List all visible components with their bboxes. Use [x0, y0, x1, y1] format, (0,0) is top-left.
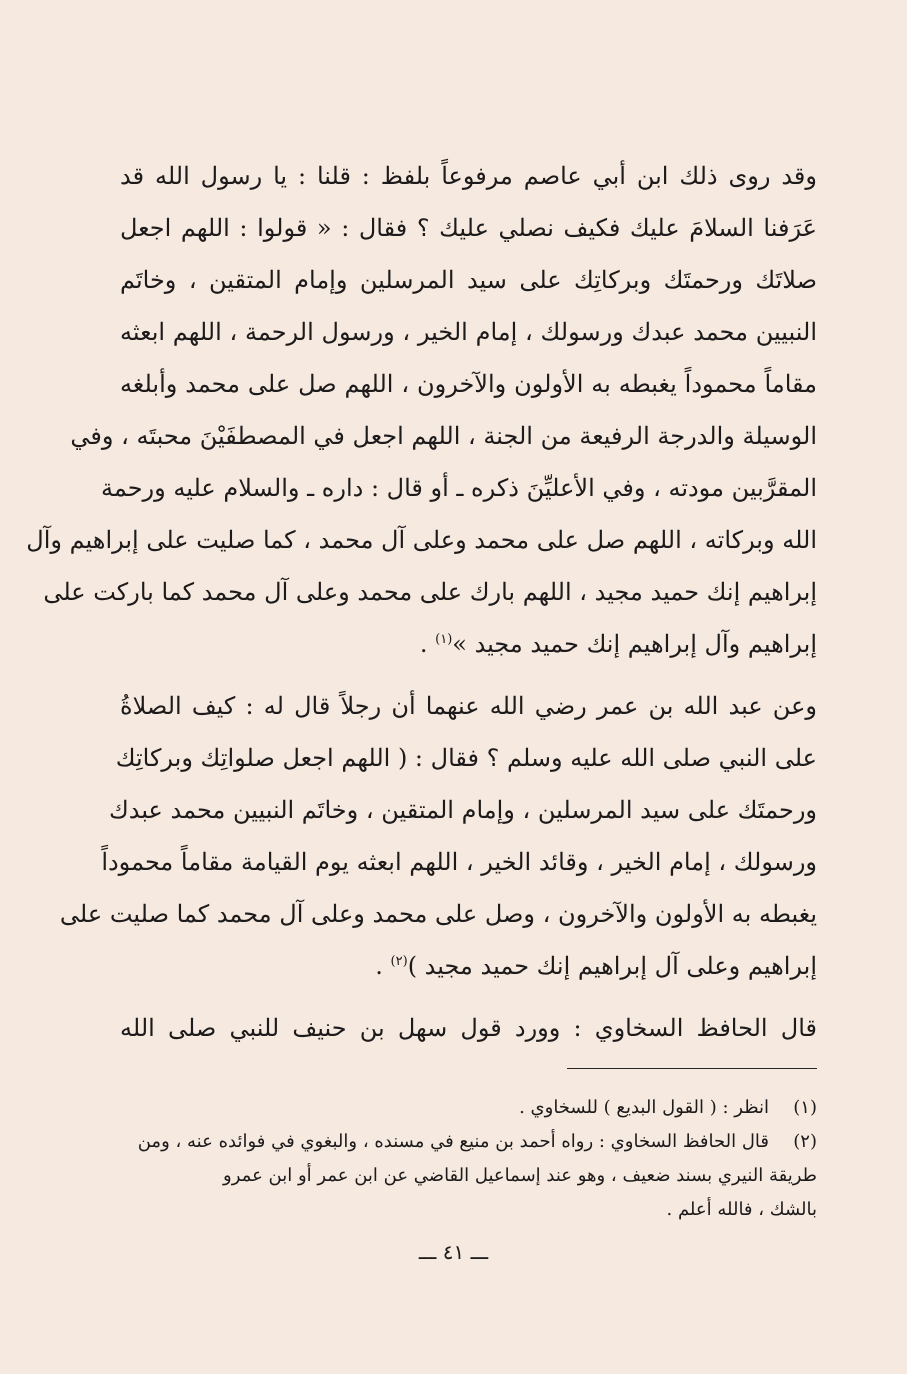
text-line: عَرَفنا السلامَ عليك فكيف نصلي عليك ؟ فقال : « قولوا : اللهم اجعل — [120, 214, 817, 242]
footnote-body — [120, 1091, 769, 1125]
footnote-1 — [120, 1091, 817, 1125]
text-fragment: . — [419, 630, 436, 658]
text-fragment: . — [375, 952, 391, 980]
text-line: ورسولك ، إمام الخير ، وقائد الخير ، اللهم ابعثه يوم القيامة مقاماً محموداً — [101, 848, 817, 876]
text-line: وقد روى ذلك ابن أبي عاصم مرفوعاً بلفظ : قلنا : يا رسول الله قد — [120, 162, 817, 190]
page-number: ـــ ٤١ ـــ — [418, 1240, 489, 1264]
paragraph-2 — [59, 680, 817, 992]
text-line: إبراهيم إنك حميد مجيد ، اللهم بارك على محمد وعلى آل محمد كما باركت على — [43, 578, 817, 606]
footnote-line: انظر : ( القول البديع ) للسخاوي . — [519, 1097, 769, 1118]
footnote-line: طريقة النيري بسند ضعيف ، وهو عند إسماعيل القاضي عن ابن عمر أو ابن عمرو — [223, 1165, 817, 1186]
text-line: مقاماً محموداً يغبطه به الأولون والآخرون ، اللهم صل على محمد وأبلغه — [120, 370, 817, 398]
paragraph-3 — [120, 1002, 817, 1054]
text-line: ورحمتَك على سيد المرسلين ، وإمام المتقين ، وخاتَم النبيين محمد عبدك — [108, 796, 817, 824]
footnote-number: (١) — [793, 1097, 817, 1118]
text-line: قال الحافظ السخاوي : وورد قول سهل بن حنيف للنبي صلى الله — [120, 1014, 817, 1042]
text-line: الله وبركاته ، اللهم صل على محمد وعلى آل محمد ، كما صليت على إبراهيم وآل — [26, 526, 817, 554]
footnote-2-continued — [120, 1159, 817, 1227]
text-fragment: إبراهيم وآل إبراهيم إنك حميد مجيد » — [452, 630, 817, 658]
text-line: يغبطه به الأولون والآخرون ، وصل على محمد وعلى آل محمد كما صليت على — [59, 900, 817, 928]
footnote-number: (٢) — [793, 1131, 817, 1152]
footnote-body — [120, 1125, 769, 1159]
text-line: المقرَّبين مودته ، وفي الأعليِّنَ ذكره ـ أو قال : داره ـ والسلام عليه ورحمة — [100, 474, 817, 502]
footnote-line: قال الحافظ السخاوي : رواه أحمد بن منيع في مسنده ، والبغوي في فوائده عنه ، ومن — [137, 1131, 769, 1152]
footnote-line: بالشك ، فالله أعلم . — [666, 1199, 817, 1220]
text-line — [120, 618, 817, 670]
footnotes — [120, 1091, 817, 1227]
text-line — [120, 940, 817, 992]
text-line: الوسيلة والدرجة الرفيعة من الجنة ، اللهم اجعل في المصطفَيْنَ محبتَه ، وفي — [70, 422, 817, 450]
paragraph-1 — [26, 150, 817, 670]
text-line: النبيين محمد عبدك ورسولك ، إمام الخير ، ورسول الرحمة ، اللهم ابعثه — [120, 318, 817, 346]
footnote-divider — [567, 1068, 817, 1069]
footnote-ref-2: (٢) — [390, 954, 408, 969]
text-line: صلاتَك ورحمتَك وبركاتِك على سيد المرسلين وإمام المتقين ، وخاتَم — [120, 266, 817, 294]
footnote-ref-1: (١) — [435, 632, 453, 647]
text-line: وعن عبد الله بن عمر رضي الله عنهما أن رجلاً قال له : كيف الصلاةُ — [120, 692, 817, 720]
text-fragment: إبراهيم وعلى آل إبراهيم إنك حميد مجيد ) — [407, 952, 817, 980]
text-line: على النبي صلى الله عليه وسلم ؟ فقال : ( اللهم اجعل صلواتِك وبركاتِك — [115, 744, 817, 772]
footnote-2 — [120, 1125, 817, 1159]
footnote-body — [120, 1159, 817, 1227]
